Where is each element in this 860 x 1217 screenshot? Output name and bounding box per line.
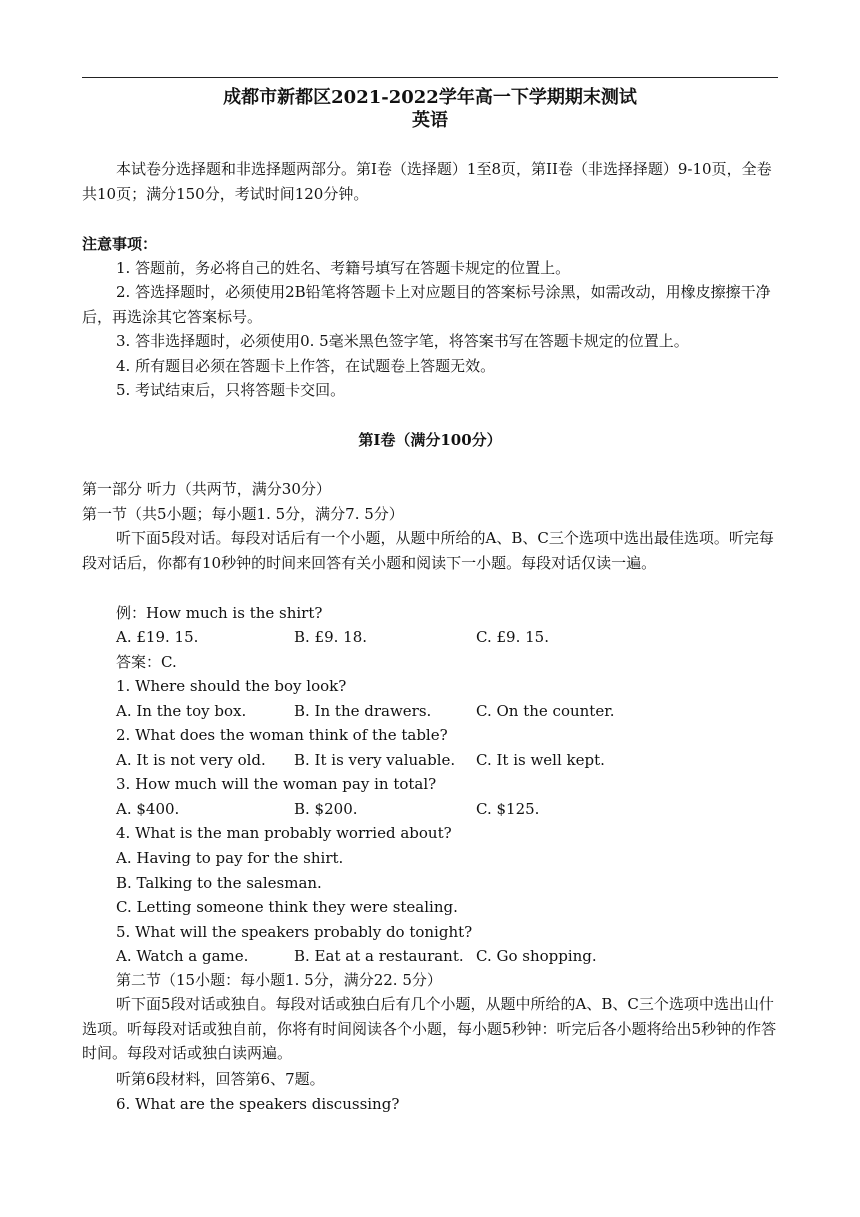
section1-heading: 第一部分 听力（共两节，满分30分）	[82, 480, 331, 498]
option-c: C. It is well kept.	[476, 751, 605, 769]
subsection1-heading: 第一节（共5小题；每小题1. 5分，满分7. 5分）	[82, 505, 404, 523]
example-answer: 答案：C.	[116, 653, 177, 671]
option-c: C. $125.	[476, 800, 540, 818]
question-1: 1. Where should the boy look?	[116, 677, 347, 695]
option-a: A. Having to pay for the shirt.	[116, 849, 344, 867]
note-item: 1. 答题前，务必将自己的姓名、考籍号填写在答题卡规定的位置上。	[116, 259, 571, 277]
option-c: C. £9. 15.	[476, 628, 549, 646]
option-a: A. £19. 15.	[116, 628, 199, 646]
option-a: A. Watch a game.	[116, 947, 249, 965]
option-c: C. On the counter.	[476, 702, 615, 720]
subsection1-instructions: 听下面5段对话。每段对话后有一个小题，从题中所给的A、B、C三个选项中选出最佳选项。听完每段对话后，你都有10秒钟的时间来回答有关小题和阅读下一小题。每段对话仅读一遍。	[82, 529, 774, 572]
notes-heading: 注意事项：	[82, 235, 158, 253]
option-b: B. Eat at a restaurant.	[294, 947, 464, 965]
exam-subject: 英语	[412, 110, 448, 131]
question-6: 6. What are the speakers discussing?	[116, 1095, 400, 1113]
question-4: 4. What is the man probably worried about?	[116, 824, 452, 842]
intro-paragraph: 本试卷分选择题和非选择题两部分。第I卷（选择题）1至8页，第II卷（非选择择题）9-10页，全卷共10页；满分150分，考试时间120分钟。	[82, 160, 772, 203]
question-5: 5. What will the speakers probably do tonight?	[116, 923, 473, 941]
option-c: C. Letting someone think they were stealing.	[116, 898, 458, 916]
note-item: 3. 答非选择题时，必须使用0. 5毫米黑色签字笔，将答案书写在答题卡规定的位置上。	[116, 332, 689, 350]
option-b: B. It is very valuable.	[294, 751, 456, 769]
question-3: 3. How much will the woman pay in total?	[116, 775, 437, 793]
exam-title: 成都市新都区2021-2022学年高一下学期期末测试	[223, 87, 637, 108]
option-a: A. In the toy box.	[116, 702, 247, 720]
part1-heading: 第I卷（满分100分）	[358, 431, 502, 449]
option-b: B. Talking to the salesman.	[116, 874, 322, 892]
question-2: 2. What does the woman think of the table?	[116, 726, 448, 744]
note-item: 5. 考试结束后，只将答题卡交回。	[116, 381, 346, 399]
subsection2-heading: 第二节（15小题：每小题1. 5分，满分22. 5分）	[116, 971, 442, 989]
option-c: C. Go shopping.	[476, 947, 597, 965]
example-question: 例：How much is the shirt?	[116, 604, 323, 622]
option-a: A. It is not very old.	[116, 751, 266, 769]
material6-instruction: 听第6段材料，回答第6、7题。	[116, 1070, 325, 1088]
option-b: B. £9. 18.	[294, 628, 368, 646]
option-b: B. In the drawers.	[294, 702, 432, 720]
header-rule	[82, 77, 778, 78]
note-item: 2. 答选择题时，必须使用2B铅笔将答题卡上对应题目的答案标号涂黑，如需改动，用橡皮擦擦干净后，再选涂其它答案标号。	[82, 283, 771, 326]
option-a: A. $400.	[116, 800, 180, 818]
note-item: 4. 所有题目必须在答题卡上作答，在试题卷上答题无效。	[116, 357, 496, 375]
option-b: B. $200.	[294, 800, 358, 818]
subsection2-instructions: 听下面5段对话或独自。每段对话或独白后有几个小题，从题中所给的A、B、C三个选项中选出山什选项。听每段对话或独自前，你将有时间阅读各个小题，每小题5秒钟：听完后各小题将给出5秒钟的作答时间。每段对话或独白读两遍。	[82, 995, 777, 1063]
